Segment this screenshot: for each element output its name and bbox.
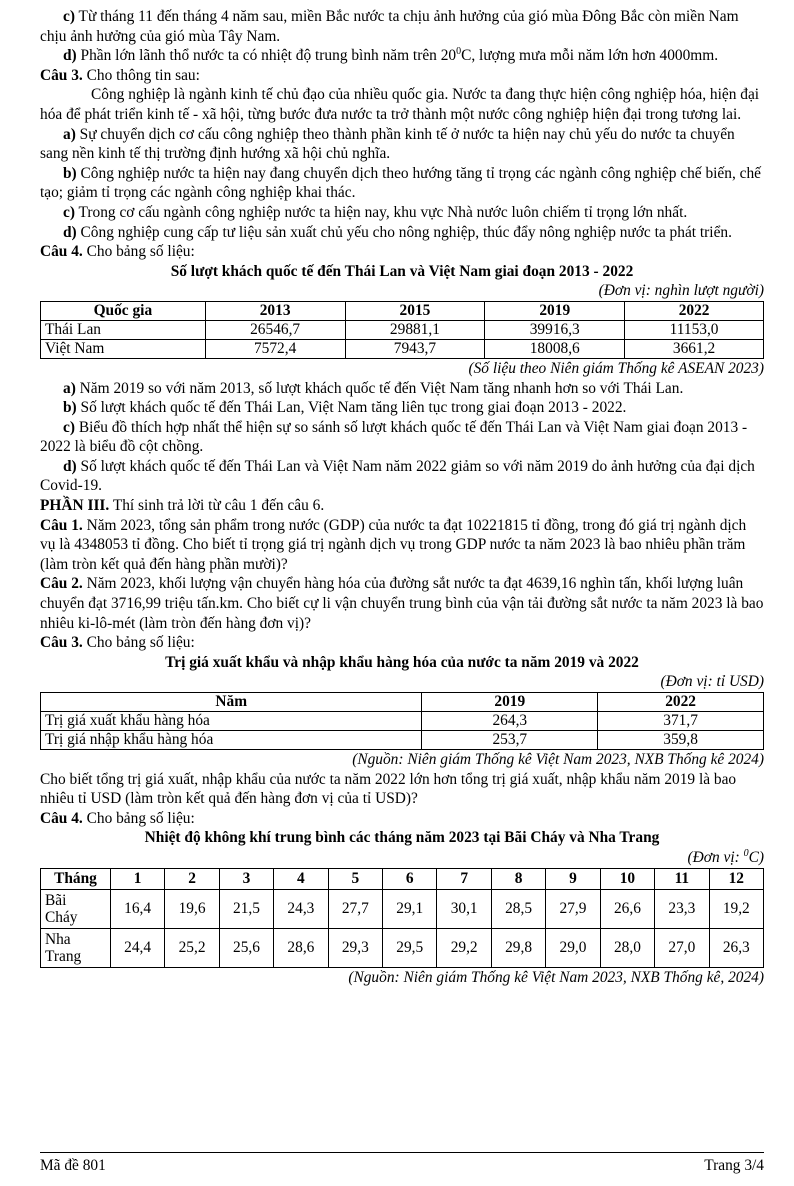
q3-heading: Câu 3. Cho thông tin sau: [40, 66, 200, 84]
part3-q2: Câu 2. Năm 2023, khối lượng vận chuyển hàng hóa của đường sắt nước ta đạt 4639,16 nghìn tấn, khối lượng luân chuyển đạt 3716,99 triệu tấn.km. Cho biết cự li vận chuyển trung bình của vận tải đường sắt nước ta năm 2023 là bao nhiêu ki-lô-mét (làm tròn đến hàng đơn vị)? [40, 575, 764, 632]
tourist-table [40, 301, 764, 359]
q3-item-d: d) Công nghiệp cung cấp tư liệu sản xuất chủ yếu cho nông nghiệp, thúc đẩy nông nghiệp nước ta phát triển. [63, 223, 732, 241]
q4-table-source: (Số liệu theo Niên giám Thống kê ASEAN 2023) [468, 359, 764, 377]
page-number: Trang 3/4 [704, 1157, 764, 1174]
month-header-cell: 8 [491, 868, 545, 889]
month-header-cell: 4 [274, 868, 328, 889]
temperature-cell: 28,0 [600, 928, 654, 967]
trade-table-unit: (Đơn vị: tỉ USD) [660, 673, 764, 691]
month-header-cell: 7 [437, 868, 491, 889]
temperature-cell: 29,0 [546, 928, 600, 967]
trade-table-source: (Nguồn: Niên giám Thống kê Việt Nam 2023, NXB Thống kê 2024) [352, 751, 764, 768]
q4-item-a: a) Năm 2019 so với năm 2013, số lượt khách quốc tế đến Việt Nam tăng nhanh hơn so với Thái Lan. [63, 379, 684, 397]
month-header-cell: 1 [110, 868, 164, 889]
temperature-cell: 21,5 [219, 889, 273, 928]
month-header-cell: 5 [328, 868, 382, 889]
temperature-cell: 29,2 [437, 928, 491, 967]
page-footer [40, 1156, 764, 1176]
q4-item-b: b) Số lượt khách quốc tế đến Thái Lan, Việt Nam tăng liên tục trong giai đoạn 2013 - 2022. [63, 399, 627, 417]
temperature-cell: 29,3 [328, 928, 382, 967]
temperature-cell: 29,8 [491, 928, 545, 967]
temperature-cell: 19,6 [165, 889, 219, 928]
temperature-cell: 24,4 [110, 928, 164, 967]
temperature-cell: 26,3 [709, 928, 763, 967]
temperature-cell: 25,6 [219, 928, 273, 967]
temperature-cell: 27,7 [328, 889, 382, 928]
temperature-cell: 25,2 [165, 928, 219, 967]
q4-item-c: c) Biểu đồ thích hợp nhất thể hiện sự so sánh số lượt khách quốc tế đến Thái Lan và Việt Nam giai đoạn 2013 - 2022 là biểu đồ cột chồng. [40, 418, 748, 456]
part3-q3-heading: Câu 3. Cho bảng số liệu: [40, 634, 195, 652]
temperature-cell: 30,1 [437, 889, 491, 928]
q3-item-a: a) Sự chuyển dịch cơ cấu công nghiệp theo thành phần kinh tế ở nước ta hiện nay chủ yếu do nước ta chuyển sang nền kinh tế thị trường định hướng xã hội chủ nghĩa. [40, 125, 735, 163]
month-header-cell: 11 [655, 868, 709, 889]
part3-q1: Câu 1. Năm 2023, tổng sản phẩm trong nước (GDP) của nước ta đạt 10221815 tỉ đồng, trong đó giá trị ngành dịch vụ là 4348053 tỉ đồng. Cho biết tỉ trọng giá trị ngành dịch vụ trong GDP nước ta năm 2023 là bao nhiêu phần trăm (làm tròn kết quả đến hàng phần mười)? [40, 516, 747, 573]
table-header-row: Quốc gia 2013 2015 2019 2022 [41, 301, 764, 320]
temperature-cell: 19,2 [709, 889, 763, 928]
temperature-cell: 29,1 [383, 889, 437, 928]
exam-code: Mã đề 801 [40, 1157, 106, 1174]
month-header-cell: 9 [546, 868, 600, 889]
temperature-cell: 27,0 [655, 928, 709, 967]
table-row: Việt Nam 7572,4 7943,7 18008,6 3661,2 [41, 339, 764, 358]
temperature-cell: 23,3 [655, 889, 709, 928]
temperature-table-unit: (Đơn vị: $^0$C) [687, 847, 764, 866]
part3-q3-question: Cho biết tổng trị giá xuất, nhập khẩu của nước ta năm 2022 lớn hơn tổng trị giá xuất, nhập khẩu năm 2019 là bao nhiêu tỉ USD (làm tròn kết quả đến hàng đơn vị của tỉ USD)? [40, 770, 737, 808]
table-row [41, 889, 764, 928]
trade-table-title: Trị giá xuất khẩu và nhập khẩu hàng hóa của nước ta năm 2019 và 2022 [165, 653, 639, 671]
table-header-row [41, 868, 764, 889]
temperature-cell: 24,3 [274, 889, 328, 928]
q4-table-unit: (Đơn vị: nghìn lượt người) [598, 282, 764, 300]
table-header-row: Năm 2019 2022 [41, 693, 764, 712]
temperature-cell: 28,5 [491, 889, 545, 928]
table-row [41, 928, 764, 967]
q4-table-title: Số lượt khách quốc tế đến Thái Lan và Việt Nam giai đoạn 2013 - 2022 [170, 262, 634, 280]
temperature-table [40, 868, 764, 968]
temperature-cell: 26,6 [600, 889, 654, 928]
month-header: Tháng [41, 868, 111, 889]
station-label: Nha Trang [41, 928, 111, 967]
q3-passage: Công nghiệp là ngành kinh tế chủ đạo của nhiều quốc gia. Nước ta đang thực hiện công nghiệp hóa, hiện đại hóa để phát triển kinh tế - xã hội, từng bước đưa nước ta trở thành một nước công nghiệp hiện đại trong tương lai. [40, 86, 760, 123]
q4-item-d: d) Số lượt khách quốc tế đến Thái Lan và Việt Nam năm 2022 giảm so với năm 2019 do ảnh hưởng của đại dịch Covid-19. [40, 457, 755, 495]
table-row: Trị giá nhập khẩu hàng hóa 253,7 359,8 [41, 731, 764, 750]
part3-q4-heading: Câu 4. Cho bảng số liệu: [40, 809, 195, 827]
temperature-cell: 29,5 [383, 928, 437, 967]
temperature-cell: 27,9 [546, 889, 600, 928]
temperature-table-source: (Nguồn: Niên giám Thống kê Việt Nam 2023, NXB Thống kê, 2024) [348, 968, 764, 986]
table-row: Trị giá xuất khẩu hàng hóa 264,3 371,7 [41, 712, 764, 731]
q2-item-c: c) Từ tháng 11 đến tháng 4 năm sau, miền Bắc nước ta chịu ảnh hưởng của gió mùa Đông Bắc còn miền Nam chịu ảnh hưởng của gió mùa Tây Nam. [40, 8, 739, 45]
part3-heading: PHẦN III. Thí sinh trả lời từ câu 1 đến câu 6. [40, 497, 325, 515]
month-header-cell: 2 [165, 868, 219, 889]
exam-page [40, 7, 764, 987]
temperature-table-title: Nhiệt độ không khí trung bình các tháng năm 2023 tại Bãi Cháy và Nha Trang [144, 829, 660, 847]
month-header-cell: 6 [383, 868, 437, 889]
footer-divider [40, 1152, 764, 1153]
table-row: Thái Lan 26546,7 29881,1 39916,3 11153,0 [41, 320, 764, 339]
q3-item-b: b) Công nghiệp nước ta hiện nay đang chuyển dịch theo hướng tăng tỉ trọng các ngành công nghiệp chế biến, chế tạo; giảm tỉ trọng các ngành công nghiệp khai thác. [40, 164, 761, 202]
q4-heading: Câu 4. Cho bảng số liệu: [40, 243, 195, 261]
month-header-cell: 12 [709, 868, 763, 889]
month-header-cell: 10 [600, 868, 654, 889]
station-label: Bãi Cháy [41, 889, 111, 928]
q2-item-d: d) Phần lớn lãnh thổ nước ta có nhiệt độ trung bình năm trên $20^0C$, lượng mưa mỗi năm lớn hơn 4000mm. [63, 46, 719, 65]
month-header-cell: 3 [219, 868, 273, 889]
temperature-cell: 16,4 [110, 889, 164, 928]
temperature-cell: 28,6 [274, 928, 328, 967]
trade-table [40, 692, 764, 750]
q3-item-c: c) Trong cơ cấu ngành công nghiệp nước ta hiện nay, khu vực Nhà nước luôn chiếm tỉ trọng lớn nhất. [63, 203, 688, 221]
